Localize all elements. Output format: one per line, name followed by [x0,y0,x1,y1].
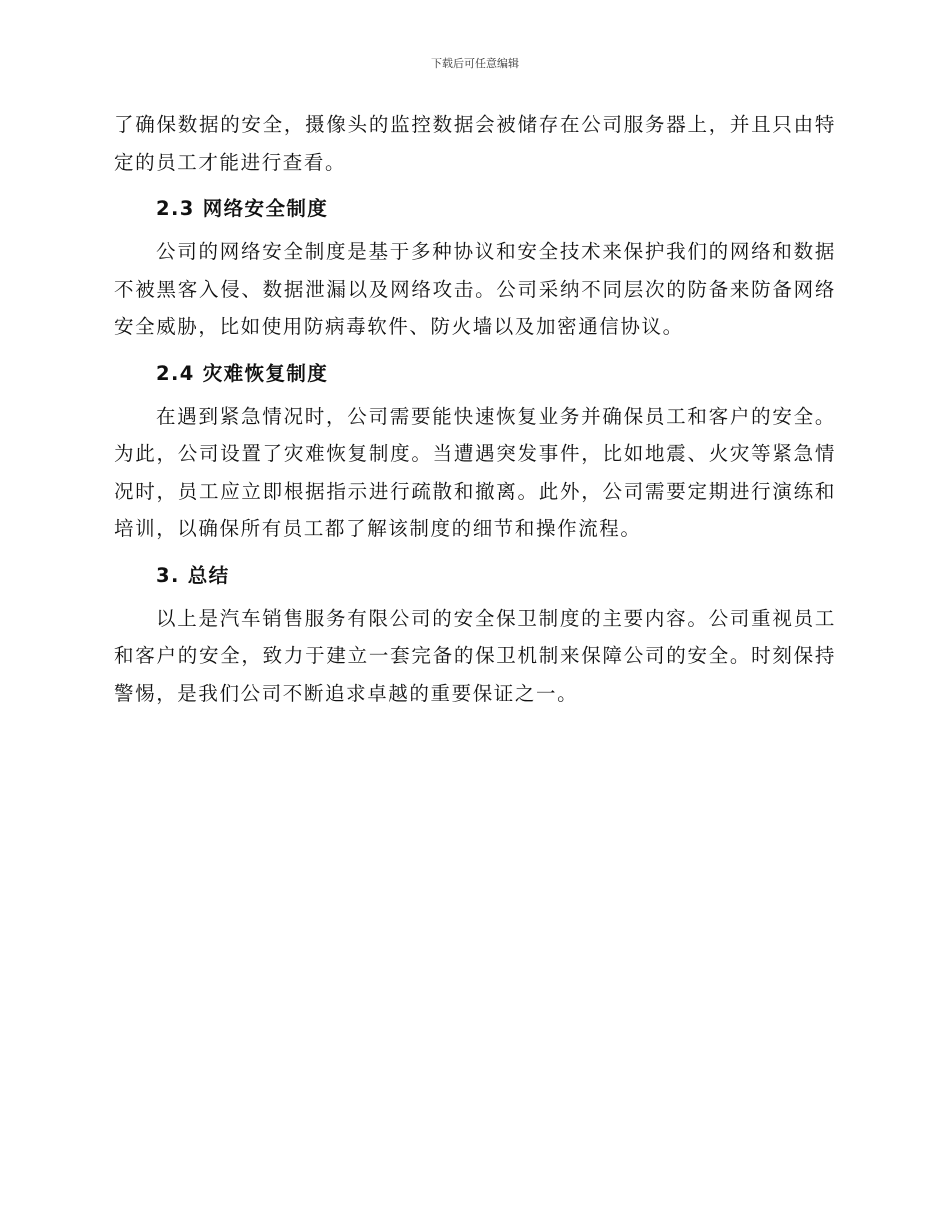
section-title: 网络安全制度 [202,197,329,220]
document-body [114,106,836,712]
paragraph-disaster-recovery: 在遇到紧急情况时，公司需要能快速恢复业务并确保员工和客户的安全。为此，公司设置了灾难恢复制度。当遭遇突发事件，比如地震、火灾等紧急情况时，员工应立即根据指示进行疏散和撤离。此外，公司需要定期进行演练和培训，以确保所有员工都了解该制度的细节和操作流程。 [114,404,836,540]
paragraph-network-security: 公司的网络安全制度是基于多种协议和安全技术来保护我们的网络和数据不被黑客入侵、数据泄漏以及网络攻击。公司采纳不同层次的防备来防备网络安全威胁，比如使用防病毒软件、防火墙以及加密通信协议。 [114,240,836,338]
section-heading-3 [114,560,836,592]
running-header: 下载后可任意编辑 [431,57,519,70]
section-title: 灾难恢复制度 [202,361,329,385]
section-number: 3. [156,563,180,587]
paragraph-summary: 以上是汽车销售服务有限公司的安全保卫制度的主要内容。公司重视员工和客户的安全，致力于建立一套完备的保卫机制来保障公司的安全。时刻保持警惕，是我们公司不断追求卓越的重要保证之一。 [114,606,836,705]
section-title: 总结 [187,563,230,587]
paragraph-continuation: 了确保数据的安全，摄像头的监控数据会被储存在公司服务器上，并且只由特定的员工才能进行查看。 [114,113,836,174]
section-heading-2-3 [114,193,836,225]
section-number: 2.4 [156,361,195,385]
section-number: 2.3 [156,197,195,220]
section-heading-2-4 [114,358,836,390]
